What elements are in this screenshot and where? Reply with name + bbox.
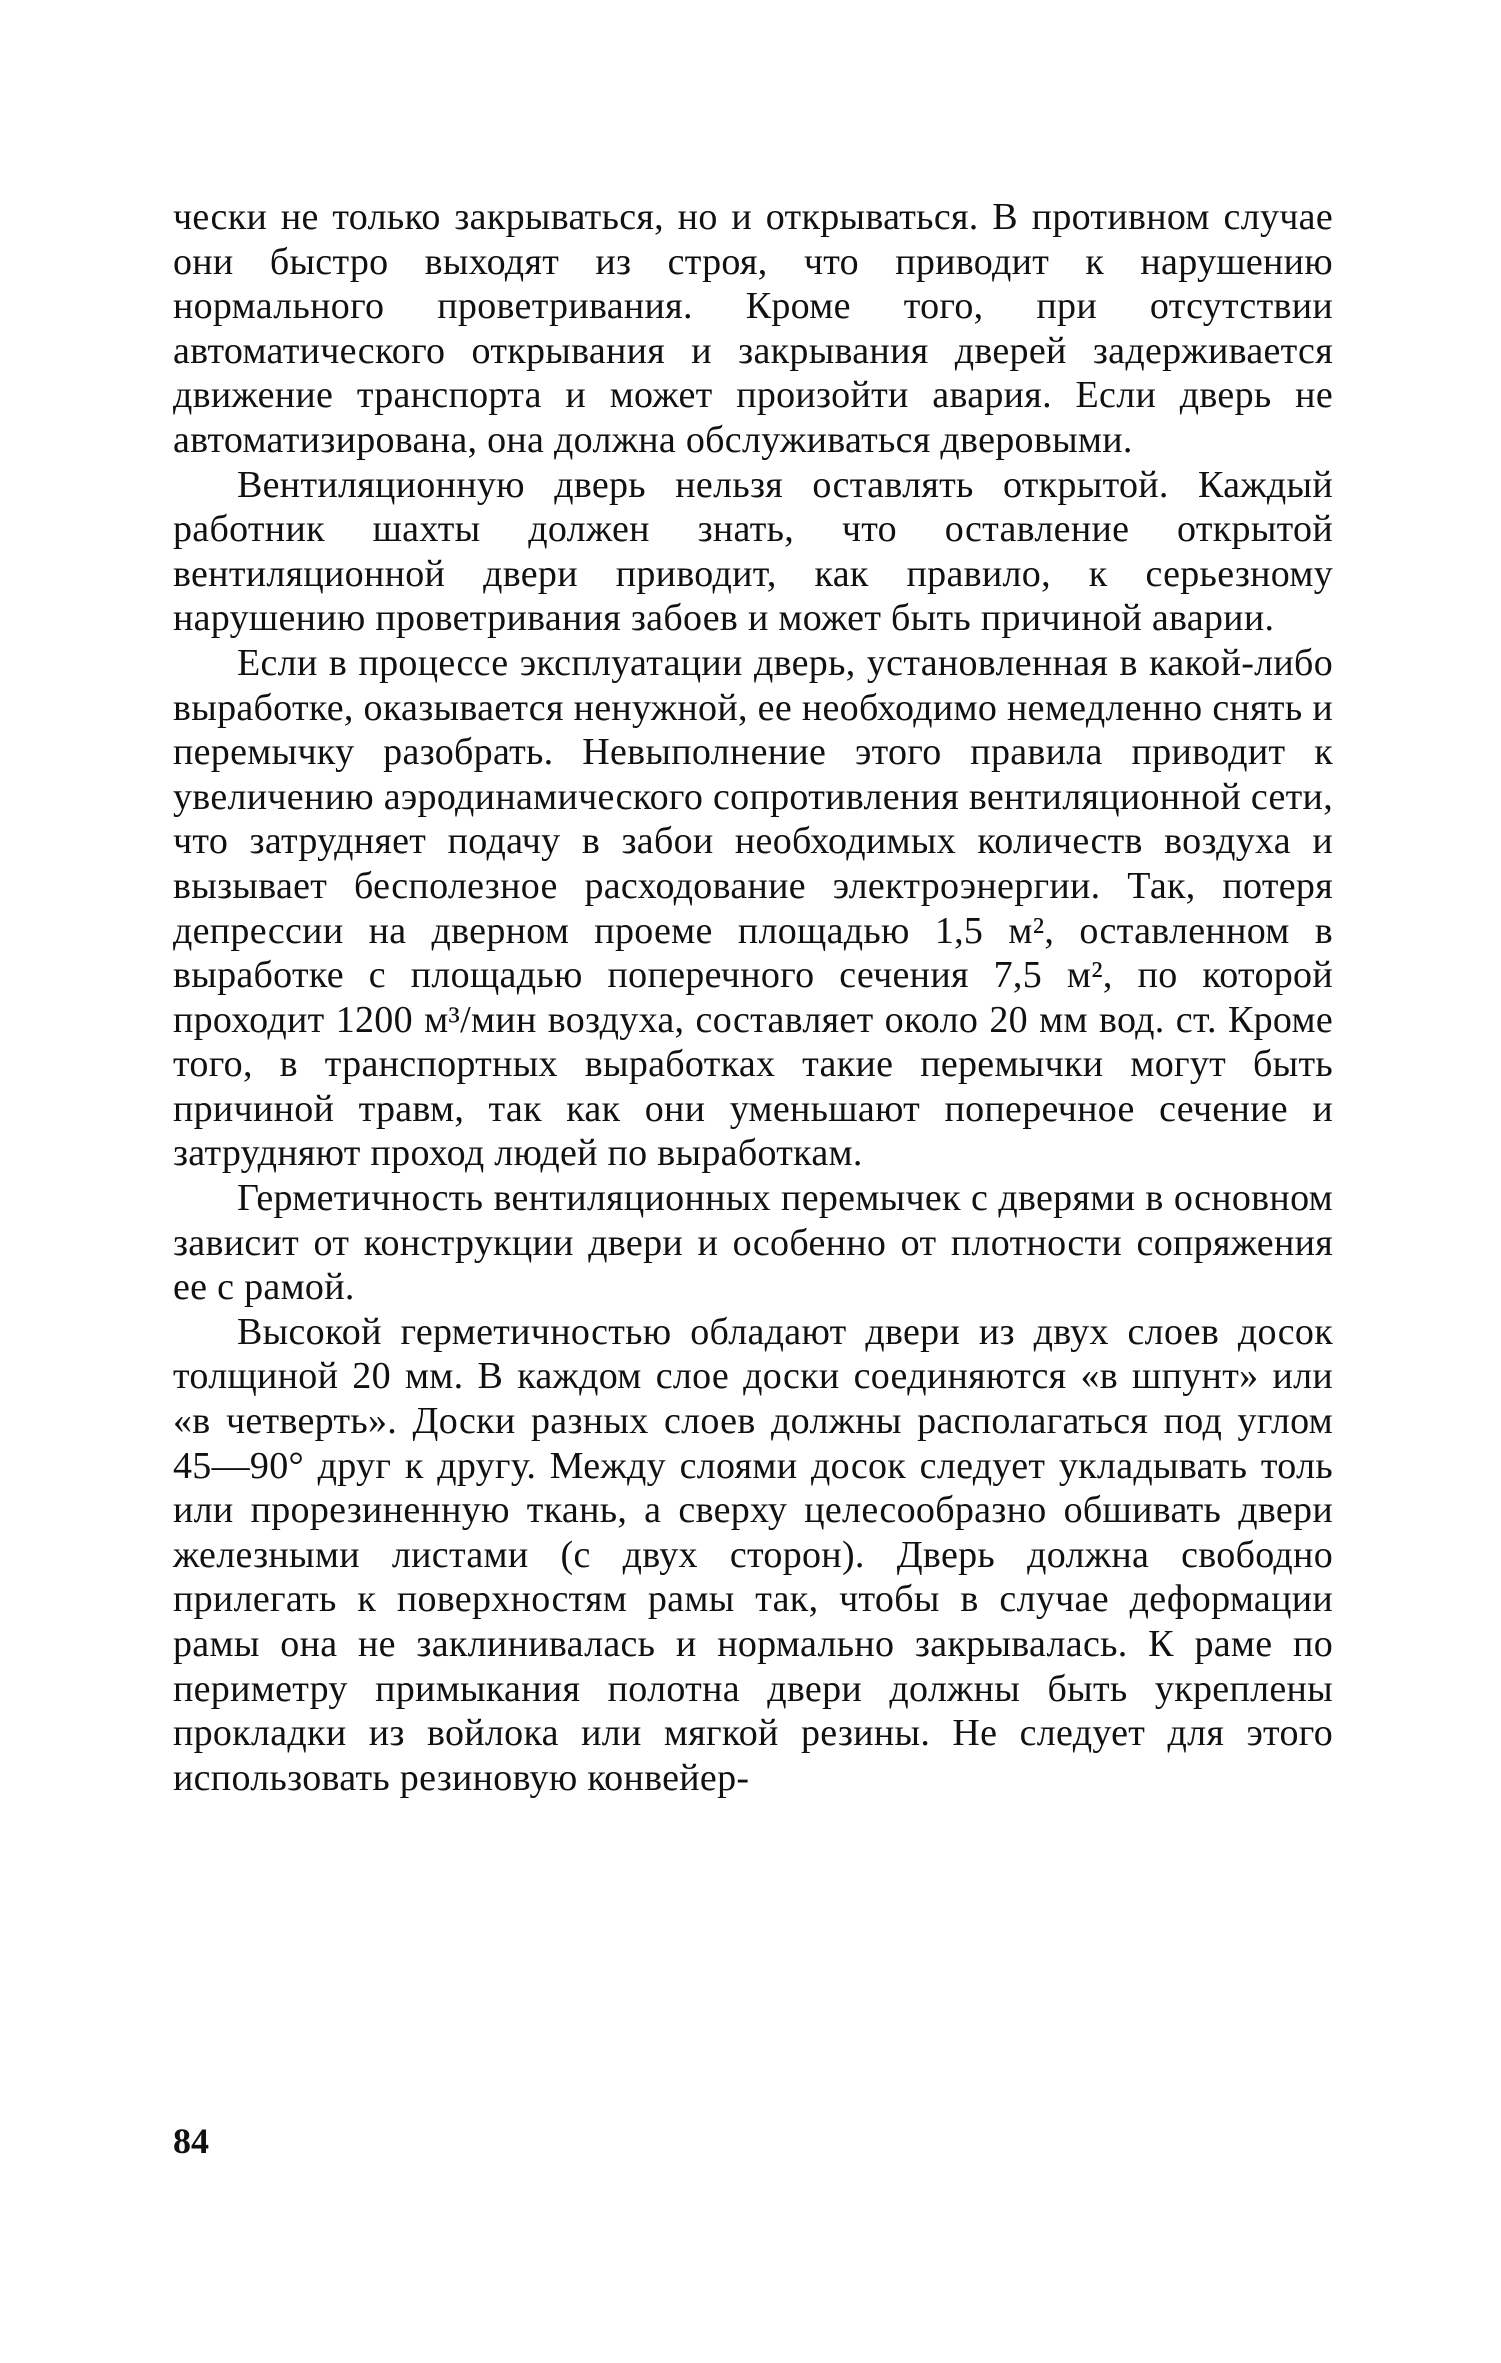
paragraph-2: Вентиляционную дверь нельзя оставлять открытой. Каждый работник шахты должен знать, что оставление открытой вентиляционной двери приводит, как правило, к серьезному нарушению проветривания забоев и может быть причиной аварии.	[173, 463, 1333, 640]
paragraph-1: чески не только закрываться, но и открываться. В противном случае они быстро выходят из строя, что приводит к нарушению нормального проветривания. Кроме того, при отсутствии автоматического открывания и закрывания дверей задерживается движение транспорта и может произойти авария. Если дверь не автоматизирована, она должна обслуживаться дверовыми.	[173, 196, 1333, 461]
body-text	[173, 195, 1333, 1800]
paragraph-3: Если в процессе эксплуатации дверь, установленная в какой-либо выработке, оказывается ненужной, ее необходимо немедленно снять и перемычку разобрать. Невыполнение этого правила приводит к увеличению аэродинамического сопротивления вентиляционной сети, что затрудняет подачу в забои необходимых количеств воздуха и вызывает бесполезное расходование электроэнергии. Так, потеря депрессии на дверном проеме площадью 1,5 м², оставленном в выработке с площадью поперечного сечения 7,5 м², по которой проходит 1200 м³/мин воздуха, составляет около 20 мм вод. ст. Кроме того, в транспортных выработках такие перемычки могут быть причиной травм, так как они уменьшают поперечное сечение и затрудняют проход людей по выработкам.	[173, 641, 1333, 1175]
paragraph-5: Высокой герметичностью обладают двери из двух слоев досок толщиной 20 мм. В каждом слое доски соединяются «в шпунт» или «в четверть». Доски разных слоев должны располагаться под углом 45—90° друг к другу. Между слоями досок следует укладывать толь или прорезиненную ткань, а сверху целесообразно обшивать двери железными листами (с двух сторон). Дверь должна свободно прилегать к поверхностям рамы так, чтобы в случае деформации рамы она не заклинивалась и нормально закрывалась. К раме по периметру примыкания полотна двери должны быть укреплены прокладки из войлока или мягкой резины. Не следует для этого использовать резиновую конвейер-	[173, 1310, 1333, 1799]
paragraph-4: Герметичность вентиляционных перемычек с дверями в основном зависит от конструкции двери и особенно от плотности сопряжения ее с рамой.	[173, 1177, 1333, 1309]
page-number: 84	[173, 2121, 209, 2161]
